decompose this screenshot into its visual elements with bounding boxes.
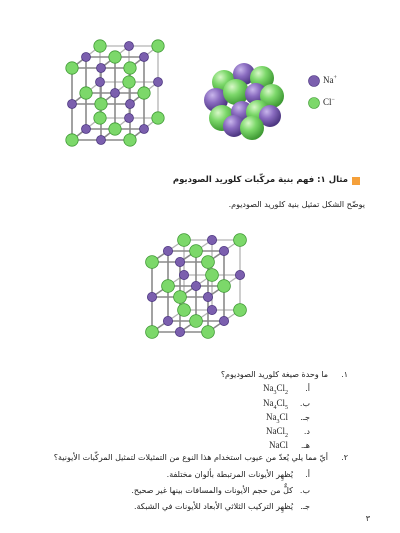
mid-lattice-chloride-ion: [146, 256, 159, 269]
mid-lattice-sodium-ion: [191, 281, 200, 290]
formula-part-sub2: 2: [285, 389, 288, 396]
formula-part-sub2: 5: [285, 404, 288, 411]
mid-lattice-sodium-ion: [207, 235, 216, 244]
mid-lattice-sodium-ion: [203, 292, 212, 301]
formula-part-mid: Cl: [279, 412, 288, 422]
question1-option-d-letter[interactable]: د.: [303, 427, 310, 436]
question1-text: ما وحدة صيغة كلوريد الصوديوم؟: [220, 370, 328, 379]
formula-part-sub1: 3: [276, 418, 280, 425]
formula-part-main: Na: [265, 412, 277, 422]
question1-option-d-formula[interactable]: [266, 426, 288, 439]
example-instruction: يوضّح الشكل تمثيل بنية كلوريد الصوديوم.: [228, 200, 365, 209]
formula-part-main: NaCl: [266, 426, 285, 436]
mid-lattice-sodium-ion: [175, 257, 184, 266]
question1-option-c-letter[interactable]: جـ.: [300, 413, 310, 422]
mid-lattice-chloride-ion: [174, 291, 187, 304]
question1-option-a-formula[interactable]: [263, 383, 288, 396]
formula-part-main: Na: [262, 398, 274, 408]
mid-lattice-chloride-ion: [190, 315, 203, 328]
mid-lattice-chloride-ion: [218, 280, 231, 293]
page-number: ٣: [365, 514, 370, 523]
mid-lattice-sodium-ion: [179, 270, 188, 279]
mid-lattice-sodium-ion: [147, 292, 156, 301]
question2-option-b-letter[interactable]: ب.: [299, 486, 310, 495]
mid-lattice-chloride-ion: [162, 280, 175, 293]
mid-lattice-chloride-ion: [206, 269, 219, 282]
question1-number: ١.: [341, 370, 348, 379]
formula-part-mid: Cl: [276, 398, 285, 408]
question2-option-a-letter[interactable]: أ.: [305, 470, 310, 479]
mid-lattice-chloride-ion: [178, 234, 191, 247]
legend-sodium-label: Na+: [323, 75, 337, 85]
mid-lattice-chloride-ion: [202, 256, 215, 269]
mid-lattice-chloride-ion: [202, 326, 215, 339]
mid-lattice-chloride-ion: [190, 245, 203, 258]
mid-lattice-sodium-ion: [235, 270, 244, 279]
mid-lattice-sodium-ion: [219, 316, 228, 325]
question2-option-b-text[interactable]: كلٌّ من حجم الأيونات والمسافات بينها غير صحيح.: [131, 486, 293, 495]
question1-option-b-letter[interactable]: ب.: [299, 399, 310, 408]
formula-part-sub1: 4: [273, 404, 277, 411]
question1-option-e-letter[interactable]: هـ.: [300, 441, 310, 450]
question1-option-e-formula[interactable]: [269, 440, 288, 453]
formula-part-sub1: 3: [273, 389, 277, 396]
mid-lattice-sodium-ion: [207, 305, 216, 314]
formula-part-main: NaCl: [269, 440, 288, 450]
mid-lattice-chloride-ion: [234, 304, 247, 317]
mid-lattice-chloride-ion: [178, 304, 191, 317]
mid-lattice-chloride-ion: [146, 326, 159, 339]
formula-part-main: Na: [262, 383, 274, 393]
question1-option-a-letter[interactable]: أ.: [305, 384, 310, 393]
formula-part-sub1: 2: [285, 432, 288, 439]
question2-number: ٢.: [341, 453, 348, 462]
formula-part-mid: Cl: [276, 383, 285, 393]
mid-lattice-sodium-ion: [163, 316, 172, 325]
question1-option-b-formula[interactable]: [263, 398, 288, 411]
mid-lattice-chloride-ion: [234, 234, 247, 247]
example-title: مثال ١: فهم بنية مركّبات كلوريد الصوديوم: [172, 175, 348, 185]
question2-option-c-text[interactable]: يُظهِر التركيب الثلاثي الأبعاد للأيونات في الشبكة.: [133, 502, 293, 511]
question2-text: أيّ مما يلي يُعدّ من عيوب استخدام هذا النوع من التمثيلات لتمثيل المركّبات الأيونية؟: [53, 453, 328, 462]
mid-lattice-sodium-ion: [175, 327, 184, 336]
question2-option-a-text[interactable]: يُظهِر الأيونات المرتبطة بألوان مختلفة.: [166, 470, 293, 479]
question1-option-c-formula[interactable]: [266, 412, 288, 425]
legend-chloride-label: Cl−: [323, 97, 335, 107]
mid-lattice-sodium-ion: [219, 246, 228, 255]
question2-option-c-letter[interactable]: جـ.: [300, 502, 310, 511]
mid-lattice-sodium-ion: [163, 246, 172, 255]
